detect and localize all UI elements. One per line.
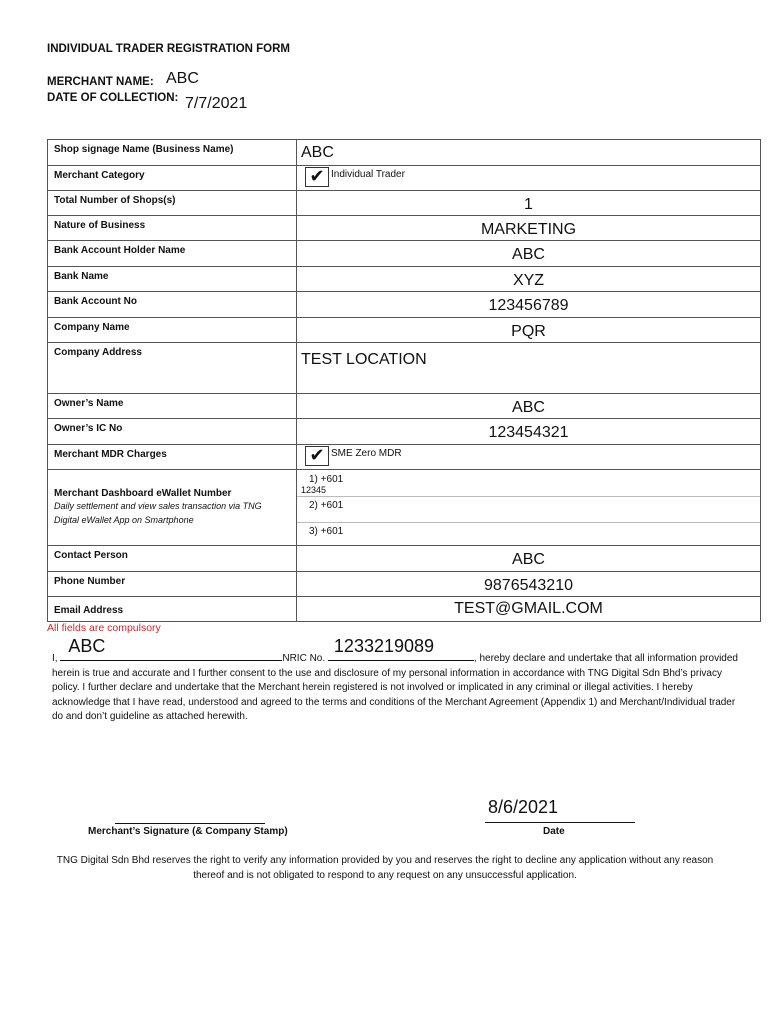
- row-contact-person: [48, 546, 761, 572]
- wallet-line-1[interactable]: [297, 470, 760, 497]
- sme-zero-mdr-checkbox[interactable]: ✔: [305, 446, 329, 466]
- footer-disclaimer: TNG Digital Sdn Bhd reserves the right to verify any information provided by you and reserves the right to decline any application without any reason thereof and is not obligated to respond to any request on any unsuccessful application.: [56, 855, 714, 881]
- declaration-paragraph: [52, 636, 742, 725]
- row-total-shops: [48, 191, 761, 216]
- date-label: Date: [543, 826, 565, 837]
- row-company-name: [48, 318, 761, 343]
- row-wallet: [48, 470, 761, 546]
- merchant-name-label: MERCHANT NAME:: [47, 76, 154, 88]
- merchant-name-value[interactable]: ABC: [166, 70, 199, 87]
- form-title: INDIVIDUAL TRADER REGISTRATION FORM: [47, 43, 290, 55]
- declaration-name-field[interactable]: [60, 636, 282, 661]
- declaration-nric-label: NRIC No.: [282, 653, 326, 664]
- date-of-collection-label: DATE OF COLLECTION:: [47, 92, 179, 104]
- holder-name-value: ABC: [512, 246, 545, 263]
- company-name-label: Company Name: [48, 318, 297, 343]
- sme-zero-mdr-label: SME Zero MDR: [331, 448, 402, 459]
- row-holder-name: [48, 241, 761, 267]
- total-shops-label: Total Number of Shops(s): [48, 191, 297, 216]
- shop-signage-field[interactable]: [297, 140, 761, 166]
- individual-trader-checkbox[interactable]: ✔: [305, 167, 329, 187]
- row-nature-business: [48, 216, 761, 241]
- nature-business-value: MARKETING: [480, 221, 577, 238]
- contact-person-value: ABC: [512, 551, 545, 568]
- registration-table: [47, 139, 761, 622]
- shop-signage-label: Shop signage Name (Business Name): [48, 140, 297, 166]
- total-shops-field[interactable]: [297, 191, 761, 216]
- row-merchant-category: [48, 166, 761, 191]
- email-label: Email Address: [48, 597, 297, 622]
- signature-date-value[interactable]: 8/6/2021: [488, 797, 559, 817]
- owner-name-value: ABC: [512, 399, 545, 416]
- bank-name-label: Bank Name: [48, 267, 297, 292]
- company-name-field[interactable]: [297, 318, 761, 343]
- wallet-field: [297, 470, 761, 546]
- wallet-line-3[interactable]: [297, 522, 760, 546]
- row-shop-signage: [48, 140, 761, 166]
- row-owner-ic: [48, 419, 761, 445]
- row-email: [48, 597, 761, 622]
- wallet-sub-label: Daily settlement and view sales transaction via TNG Digital eWallet App on Smartphone: [54, 501, 262, 525]
- owner-ic-value: 123454321: [488, 424, 569, 441]
- total-shops-value: 1: [524, 196, 533, 213]
- nature-business-label: Nature of Business: [48, 216, 297, 241]
- individual-trader-label: Individual Trader: [331, 169, 405, 180]
- owner-name-label: Owner’s Name: [48, 394, 297, 419]
- merchant-category-field: [297, 166, 761, 191]
- wallet-line-1-label: 1) +601: [309, 474, 344, 485]
- holder-name-label: Bank Account Holder Name: [48, 241, 297, 267]
- mdr-field: [297, 445, 761, 470]
- wallet-label-cell: [48, 470, 297, 546]
- signature-line[interactable]: [115, 823, 265, 824]
- wallet-line-1-value: 12345: [301, 485, 327, 495]
- declaration-name-value: ABC: [68, 636, 106, 656]
- bank-name-value: XYZ: [512, 272, 545, 289]
- company-address-field[interactable]: [297, 343, 761, 394]
- date-of-collection-value[interactable]: 7/7/2021: [185, 95, 248, 112]
- row-bank-name: [48, 267, 761, 292]
- mdr-label: Merchant MDR Charges: [48, 445, 297, 470]
- owner-ic-label: Owner’s IC No: [48, 419, 297, 445]
- row-company-address: [48, 343, 761, 394]
- owner-name-field[interactable]: [297, 394, 761, 419]
- holder-name-field[interactable]: [297, 241, 761, 267]
- email-field[interactable]: [297, 597, 761, 622]
- bank-name-field[interactable]: [297, 267, 761, 292]
- company-address-value: TEST LOCATION: [301, 351, 427, 368]
- date-line: [485, 822, 635, 823]
- phone-label: Phone Number: [48, 572, 297, 597]
- wallet-line-2-label: 2) +601: [309, 500, 344, 511]
- shop-signage-value: ABC: [301, 144, 334, 161]
- wallet-label: Merchant Dashboard eWallet Number: [54, 488, 232, 499]
- declaration-text-1: , hereby declare and undertake that all information: [473, 653, 697, 664]
- company-address-label: Company Address: [48, 343, 297, 394]
- row-mdr: [48, 445, 761, 470]
- bank-account-value: 123456789: [488, 297, 569, 314]
- row-phone: [48, 572, 761, 597]
- declaration-nric-value: 1233219089: [333, 636, 435, 656]
- owner-ic-field[interactable]: [297, 419, 761, 445]
- declaration-prefix: I,: [52, 653, 58, 664]
- company-name-value: PQR: [511, 323, 546, 340]
- phone-value: 9876543210: [484, 577, 573, 594]
- bank-account-field[interactable]: [297, 292, 761, 318]
- compulsory-note: All fields are compulsory: [47, 622, 161, 634]
- nature-business-field[interactable]: [297, 216, 761, 241]
- declaration-nric-field[interactable]: [328, 636, 474, 661]
- bank-account-label: Bank Account No: [48, 292, 297, 318]
- wallet-line-3-label: 3) +601: [309, 526, 344, 537]
- phone-field[interactable]: [297, 572, 761, 597]
- declaration-text-2: provided herein is true and accurate and I further consent to the use and disclosure of my personal information in accordance with TNG Digital Sdn Bhd’s privacy policy. I further declare and undertake that the Merchant herein registered is not involved or implicated in any criminal or illegal activities. I hereby acknowledge that I have read, understood and agreed to the terms and conditions of the Merchant Agreement (Appendix 1) and Merchant/Individual trader do and don’t guideline as attached herewith.: [52, 653, 738, 723]
- contact-person-field[interactable]: [297, 546, 761, 572]
- row-owner-name: [48, 394, 761, 419]
- signature-label: Merchant’s Signature (& Company Stamp): [88, 826, 288, 837]
- email-value: TEST@GMAIL.COM: [454, 600, 603, 617]
- wallet-line-2[interactable]: [297, 496, 760, 523]
- row-bank-account: [48, 292, 761, 318]
- contact-person-label: Contact Person: [48, 546, 297, 572]
- merchant-category-label: Merchant Category: [48, 166, 297, 191]
